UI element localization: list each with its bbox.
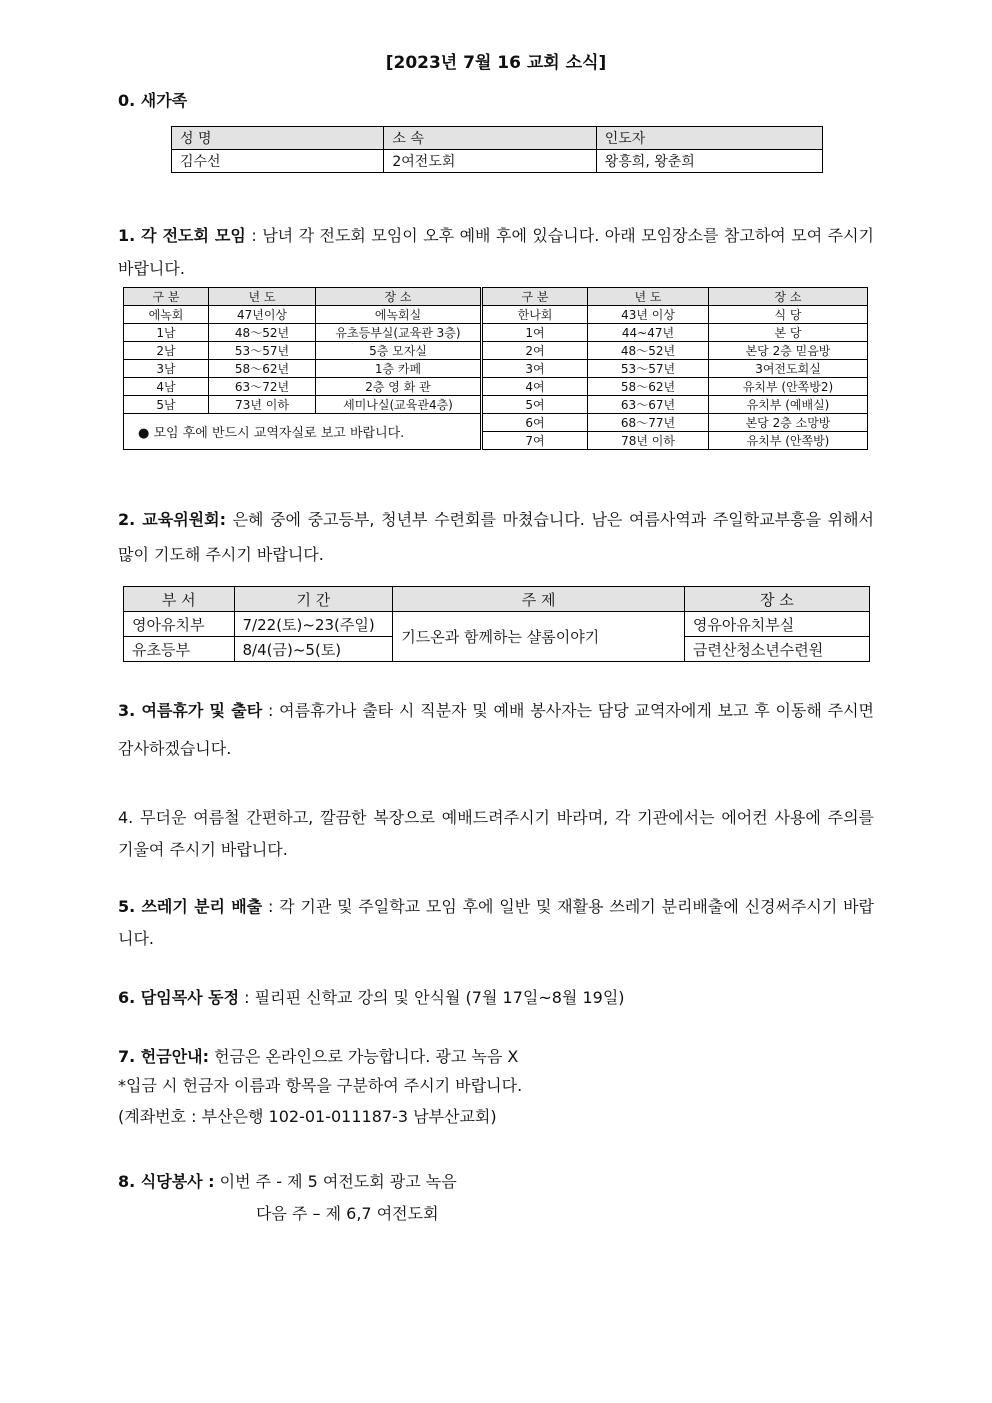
section-3-text: : 여름휴가나 출타 시 직분자 및 예배 봉사자는 담당 교역자에게 보고 후 이동해 주시면 감사하겠습니다. — [118, 701, 874, 758]
col-header: 구 분 — [482, 288, 588, 306]
section-3-heading: 3. 여름휴가 및 출타 — [118, 701, 263, 720]
section-4-paragraph: 4. 무더운 여름철 간편하고, 깔끔한 복장으로 예배드려주시기 바라며, 각 기관에서는 에어컨 사용에 주의를 기울여 주시기 바랍니다. — [118, 808, 874, 859]
table-row — [124, 378, 868, 396]
col-header: 년 도 — [588, 288, 709, 306]
table-cell: 1여 — [482, 324, 588, 342]
new-family-table — [171, 126, 823, 173]
table-cell: 58～62년 — [588, 378, 709, 396]
section-8-next-week: 다음 주 – 제 6,7 여전도회 — [256, 1204, 439, 1223]
table-header-row — [124, 587, 870, 612]
col-header: 장 소 — [709, 288, 868, 306]
table-cell: 5여 — [482, 396, 588, 414]
table-cell: 53～57년 — [209, 342, 316, 360]
table-cell: 3남 — [124, 360, 209, 378]
education-table — [123, 586, 870, 662]
table-cell: 73년 이하 — [209, 396, 316, 414]
table-cell: 왕흥희, 왕춘희 — [596, 150, 822, 173]
table-row — [124, 360, 868, 378]
table-row — [124, 396, 868, 414]
section-7-line — [118, 1044, 518, 1067]
table-row — [172, 150, 823, 173]
table-cell: 유치부 (안쪽방2) — [709, 378, 868, 396]
table-cell: 7여 — [482, 432, 588, 450]
section-6-heading: 6. 담임목사 동정 — [118, 988, 240, 1007]
section-2-text: 은혜 중에 중고등부, 청년부 수련회를 마쳤습니다. 남은 여름사역과 주일학교부흥을 위해서 많이 기도해 주시기 바랍니다. — [118, 510, 875, 564]
table-cell: 58～62년 — [209, 360, 316, 378]
table-cell: 3여전도회실 — [709, 360, 868, 378]
section-7-heading: 7. 헌금안내: — [118, 1047, 210, 1066]
table-cell: 6여 — [482, 414, 588, 432]
report-note: ● 모임 후에 반드시 교역자실로 보고 바랍니다. — [124, 414, 482, 450]
section-5-heading: 5. 쓰레기 분리 배출 — [118, 897, 263, 916]
table-cell: 에녹회 — [124, 306, 209, 324]
section-3-paragraph — [118, 692, 874, 768]
table-row — [124, 324, 868, 342]
section-1-paragraph — [118, 219, 874, 285]
table-cell: 63～72년 — [209, 378, 316, 396]
section-8-heading: 8. 식당봉사 : — [118, 1172, 215, 1191]
section-2-paragraph — [118, 502, 874, 572]
table-cell: 43년 이상 — [588, 306, 709, 324]
table-cell: 8/4(금)~5(토) — [234, 637, 393, 662]
section-5-paragraph — [118, 891, 874, 955]
table-cell: 4남 — [124, 378, 209, 396]
table-cell: 7/22(토)~23(주일) — [234, 612, 393, 637]
table-cell: 48～52년 — [588, 342, 709, 360]
section-0-heading — [118, 88, 187, 111]
section-6-text: : 필리핀 신학교 강의 및 안식월 (7월 17일~8월 19일) — [239, 988, 625, 1007]
section-1-heading: 1. 각 전도회 모임 — [118, 226, 246, 245]
table-cell: 한나회 — [482, 306, 588, 324]
section-7-account: (계좌번호 : 부산은행 102-01-011187-3 남부산교회) — [118, 1107, 497, 1126]
table-row — [124, 342, 868, 360]
col-header: 장 소 — [316, 288, 482, 306]
table-cell: 47년이상 — [209, 306, 316, 324]
col-header: 장 소 — [684, 587, 869, 612]
theme-cell: 기드온과 함께하는 샬롬이야기 — [393, 612, 685, 662]
table-cell: 2층 영 화 관 — [316, 378, 482, 396]
section-8-line — [118, 1169, 457, 1192]
table-cell: 1남 — [124, 324, 209, 342]
table-cell: 78년 이하 — [588, 432, 709, 450]
table-cell: 본당 2층 믿음방 — [709, 342, 868, 360]
table-cell: 영아유치부 — [124, 612, 235, 637]
section-5-text: : 각 기관 및 주일학교 모임 후에 일반 및 재활용 쓰레기 분리배출에 신경써주시기 바랍니다. — [118, 897, 874, 948]
table-header-row — [124, 288, 868, 306]
table-cell: 유초등부 — [124, 637, 235, 662]
table-cell: 68～77년 — [588, 414, 709, 432]
table-header-row — [172, 127, 823, 150]
col-header: 년 도 — [209, 288, 316, 306]
table-cell: 53～57년 — [588, 360, 709, 378]
col-header: 부 서 — [124, 587, 235, 612]
table-cell: 유초등부실(교육관 3층) — [316, 324, 482, 342]
table-cell: 4여 — [482, 378, 588, 396]
col-header: 주 제 — [393, 587, 685, 612]
table-cell: 금련산청소년수련원 — [684, 637, 869, 662]
table-cell: 44~47년 — [588, 324, 709, 342]
section-0-heading-text: 0. 새가족 — [118, 91, 188, 110]
table-row — [124, 612, 870, 637]
table-cell: 2여 — [482, 342, 588, 360]
meeting-places-table — [123, 287, 868, 450]
table-row — [124, 414, 868, 432]
col-header: 소 속 — [384, 127, 596, 150]
table-row — [124, 306, 868, 324]
section-7-text: 헌금은 온라인으로 가능합니다. 광고 녹음 X — [209, 1047, 519, 1066]
page-title: [2023년 7월 16 교회 소식] — [385, 53, 607, 73]
col-header: 기 간 — [234, 587, 393, 612]
table-cell: 본 당 — [709, 324, 868, 342]
section-8-text: 이번 주 - 제 5 여전도회 광고 녹음 — [214, 1172, 457, 1191]
table-cell: 본당 2층 소망방 — [709, 414, 868, 432]
table-cell: 유치부 (예배실) — [709, 396, 868, 414]
table-cell: 48～52년 — [209, 324, 316, 342]
col-header: 구 분 — [124, 288, 209, 306]
table-cell: 식 당 — [709, 306, 868, 324]
table-cell: 김수선 — [172, 150, 384, 173]
table-cell: 유치부 (안쪽방) — [709, 432, 868, 450]
table-cell: 1층 카페 — [316, 360, 482, 378]
section-1-text: : 남녀 각 전도회 모임이 오후 예배 후에 있습니다. 아래 모임장소를 참고하여 모여 주시기 바랍니다. — [118, 226, 874, 278]
col-header: 인도자 — [596, 127, 822, 150]
section-6-line — [118, 985, 625, 1008]
table-cell: 5층 모자실 — [316, 342, 482, 360]
table-cell: 5남 — [124, 396, 209, 414]
table-cell: 63～67년 — [588, 396, 709, 414]
section-7-note: *입금 시 헌금자 이름과 항목을 구분하여 주시기 바랍니다. — [118, 1076, 523, 1095]
table-cell: 3여 — [482, 360, 588, 378]
col-header: 성 명 — [172, 127, 384, 150]
table-cell: 세미나실(교육관4층) — [316, 396, 482, 414]
section-2-heading: 2. 교육위원회: — [118, 510, 226, 529]
table-cell: 에녹회실 — [316, 306, 482, 324]
table-cell: 영유아유치부실 — [684, 612, 869, 637]
table-cell: 2남 — [124, 342, 209, 360]
table-cell: 2여전도회 — [384, 150, 596, 173]
